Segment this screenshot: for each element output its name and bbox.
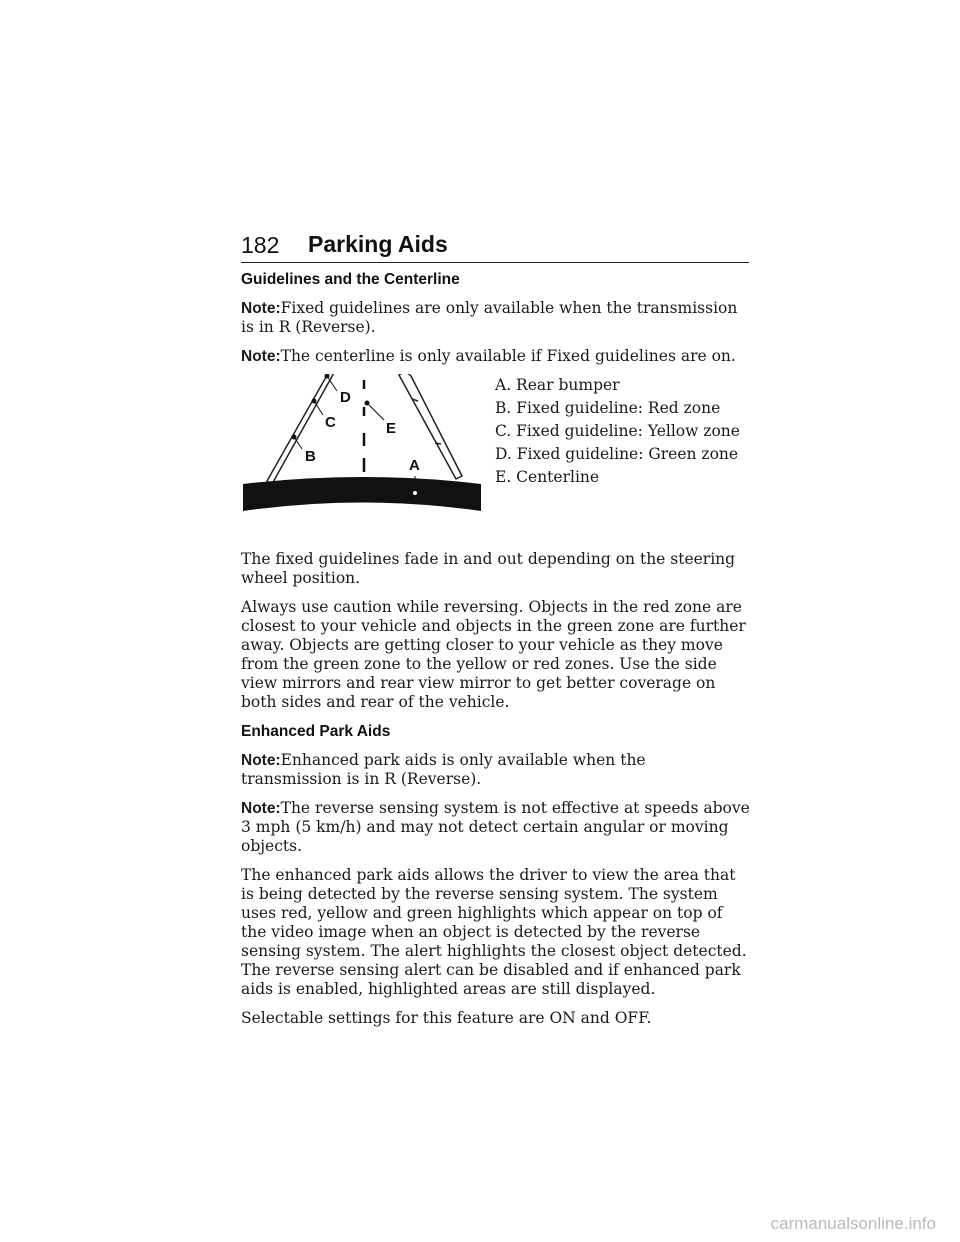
note-label: Note: bbox=[241, 752, 281, 769]
label-c: C bbox=[325, 414, 336, 431]
legend-item: A. Rear bumper bbox=[495, 376, 620, 394]
paragraph-enhanced-description: The enhanced park aids allows the driver to view the area that is being detected by the reverse sensing system. The system uses red, yellow and green highlights which appear on top of the video image when an object is detected by the reverse sensing system. The alert highlights the closest object detected. The reverse sensing alert can be disabled and if enhanced park aids is enabled, highlighted areas are still displayed. bbox=[241, 866, 747, 998]
note-reverse-sensing bbox=[241, 799, 751, 856]
section-heading-enhanced-park-aids: Enhanced Park Aids bbox=[241, 723, 391, 740]
note-label: Note: bbox=[241, 800, 281, 817]
legend-item: D. Fixed guideline: Green zone bbox=[495, 445, 739, 463]
section-heading-guidelines: Guidelines and the Centerline bbox=[241, 271, 460, 288]
rear-bumper-shape bbox=[243, 477, 481, 511]
callout-leader-c bbox=[314, 401, 323, 415]
note-text: The reverse sensing system is not effective at speeds above 3 mph (5 km/h) and may not detect certain angular or moving objects. bbox=[241, 799, 750, 855]
note-text: The centerline is only available if Fixed guidelines are on. bbox=[280, 347, 736, 365]
watermark: carmanualsonline.info bbox=[770, 1214, 936, 1233]
note-label: Note: bbox=[241, 348, 281, 365]
diagram-legend bbox=[495, 376, 740, 491]
legend-item: C. Fixed guideline: Yellow zone bbox=[495, 422, 740, 440]
paragraph-fade: The fixed guidelines fade in and out depending on the steering wheel position. bbox=[241, 550, 736, 587]
label-e: E bbox=[386, 420, 397, 437]
callout-leader-e bbox=[367, 403, 384, 420]
guidelines-figure bbox=[241, 376, 751, 540]
page-number: 182 bbox=[241, 232, 280, 258]
paragraph-settings: Selectable settings for this feature are ON and OFF. bbox=[241, 1009, 652, 1027]
label-a: A bbox=[409, 457, 420, 474]
note-label: Note: bbox=[241, 300, 281, 317]
right-guideline-tick bbox=[435, 443, 441, 444]
legend-item: B. Fixed guideline: Red zone bbox=[495, 399, 721, 417]
note-fixed-guidelines bbox=[241, 299, 751, 337]
label-d: D bbox=[340, 389, 351, 406]
label-b: B bbox=[305, 448, 316, 465]
page-content bbox=[241, 270, 751, 1038]
legend-item: E. Centerline bbox=[495, 468, 600, 486]
callout-dot-a bbox=[413, 491, 418, 496]
note-text: Enhanced park aids is only available when the transmission is in R (Reverse). bbox=[241, 751, 646, 788]
paragraph-caution: Always use caution while reversing. Objects in the red zone are closest to your vehicle and objects in the green zone are further away. Objects are getting closer to your vehicle as they move from the green zone to the yellow or red zones. Use the side view mirrors and rear view mirror to get better coverage on both sides and rear of the vehicle. bbox=[241, 598, 746, 711]
note-enhanced-availability bbox=[241, 751, 751, 789]
chapter-title: Parking Aids bbox=[308, 231, 448, 257]
note-text: Fixed guidelines are only available when the transmission is in R (Reverse). bbox=[241, 299, 738, 336]
note-centerline bbox=[241, 347, 751, 366]
rear-camera-guidelines-diagram bbox=[241, 374, 486, 540]
page-header bbox=[241, 228, 749, 263]
